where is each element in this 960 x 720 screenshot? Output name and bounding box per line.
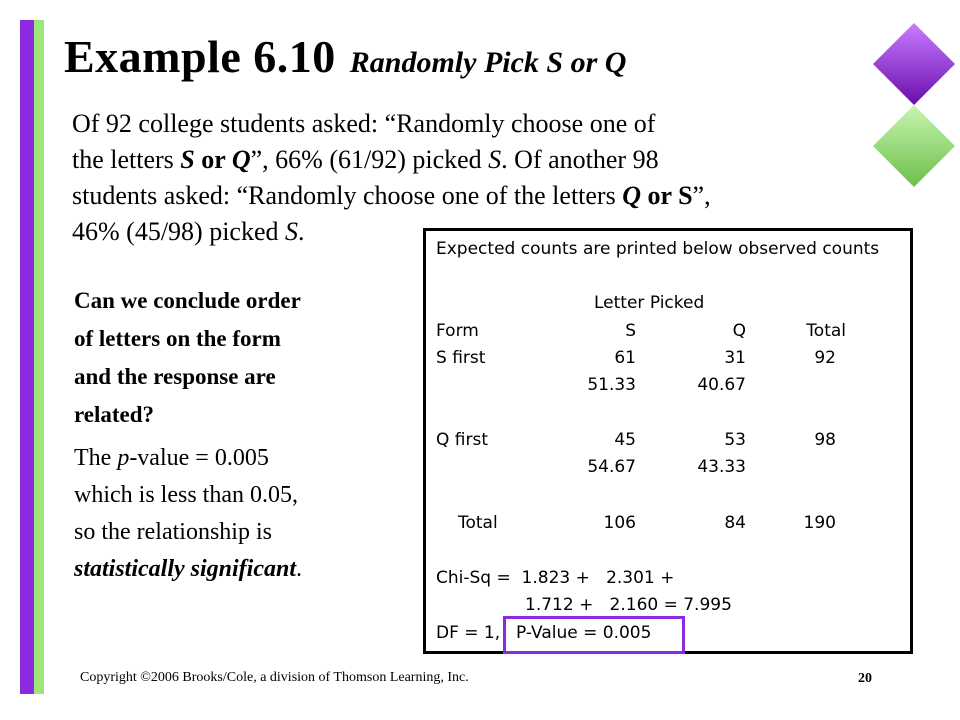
- significance-phrase: statistically significant: [74, 556, 297, 582]
- row-q-first-expected-s: 54.67: [587, 457, 636, 477]
- question-line: related?: [74, 402, 155, 427]
- degrees-of-freedom: DF = 1,: [436, 623, 501, 643]
- row-q-first-label: Q first: [436, 430, 489, 450]
- letter-s: S: [285, 217, 299, 246]
- row-q-first-expected-q: 43.33: [697, 457, 746, 477]
- intro-text: Of 92 college students asked: “Randomly choose one of: [72, 109, 656, 138]
- row-q-first-s: 45: [614, 430, 636, 450]
- row-s-first-total: 92: [814, 348, 836, 368]
- title-subtitle: Randomly Pick S or Q: [349, 46, 627, 79]
- row-q-first-q: 53: [724, 430, 746, 450]
- answer-fragment: .: [296, 556, 303, 582]
- intro-line-2: [72, 142, 872, 178]
- intro-text: ”, 66% (61/92) picked: [250, 145, 489, 174]
- question-line: Can we conclude order: [74, 288, 301, 313]
- column-group-label: Letter Picked: [594, 293, 705, 313]
- intro-or: or: [640, 181, 679, 210]
- letter-s: S: [678, 181, 693, 210]
- header-s: S: [625, 321, 636, 341]
- row-s-first-expected-s: 51.33: [587, 375, 636, 395]
- p-value-highlight-box: [503, 616, 685, 654]
- purple-diamond-decoration: [873, 23, 955, 105]
- copyright-footer: Copyright ©2006 Brooks/Cole, a division of Thomson Learning, Inc.: [80, 670, 469, 685]
- row-s-first-q: 31: [724, 348, 746, 368]
- question-text: [74, 282, 404, 434]
- answer-line: [74, 440, 404, 477]
- header-total: Total: [806, 321, 846, 341]
- intro-text: . Of another 98: [501, 145, 659, 174]
- slide-title: [64, 30, 626, 83]
- answer-line: [74, 551, 404, 588]
- chi-square-line-1: Chi-Sq = 1.823 + 2.301 +: [436, 568, 675, 588]
- answer-fragment: -value = 0.005: [129, 445, 269, 471]
- minitab-output-panel: [423, 228, 913, 654]
- question-line: of letters on the form: [74, 326, 281, 351]
- row-total-q: 84: [724, 513, 746, 533]
- letter-s: S: [180, 145, 195, 174]
- title-main: Example 6.10: [64, 31, 336, 82]
- intro-text: the letters: [72, 145, 181, 174]
- intro-text: ”,: [692, 181, 711, 210]
- intro-text: 46% (45/98) picked: [72, 217, 286, 246]
- left-accent-bar-purple: [20, 20, 34, 694]
- page-number: 20: [858, 671, 872, 686]
- row-q-first-total: 98: [814, 430, 836, 450]
- answer-fragment: The: [74, 445, 118, 471]
- answer-line: so the relationship is: [74, 519, 272, 545]
- letter-s: S: [488, 145, 502, 174]
- intro-text: students asked: “Randomly choose one of the letters: [72, 181, 623, 210]
- green-diamond-decoration: [873, 105, 955, 187]
- row-s-first-s: 61: [614, 348, 636, 368]
- answer-line: which is less than 0.05,: [74, 482, 298, 508]
- header-form: Form: [436, 321, 479, 341]
- row-total-label: Total: [458, 513, 498, 533]
- answer-text: [74, 440, 404, 588]
- intro-line-3: [72, 178, 872, 214]
- question-line: and the response are: [74, 364, 276, 389]
- chi-square-line-2: 1.712 + 2.160 = 7.995: [525, 595, 732, 615]
- intro-text: .: [298, 217, 305, 246]
- intro-or: or: [194, 145, 232, 174]
- p-symbol: p: [117, 445, 130, 471]
- letter-q: Q: [622, 181, 641, 210]
- header-q: Q: [732, 321, 746, 341]
- p-value: P-Value = 0.005: [516, 623, 652, 643]
- row-total-total: 190: [803, 513, 836, 533]
- left-accent-bar-green: [34, 20, 44, 694]
- row-total-s: 106: [603, 513, 636, 533]
- panel-header: Expected counts are printed below observed counts: [436, 239, 880, 259]
- row-s-first-label: S first: [436, 348, 486, 368]
- row-s-first-expected-q: 40.67: [697, 375, 746, 395]
- letter-q: Q: [231, 145, 251, 174]
- intro-line-1: [72, 106, 872, 142]
